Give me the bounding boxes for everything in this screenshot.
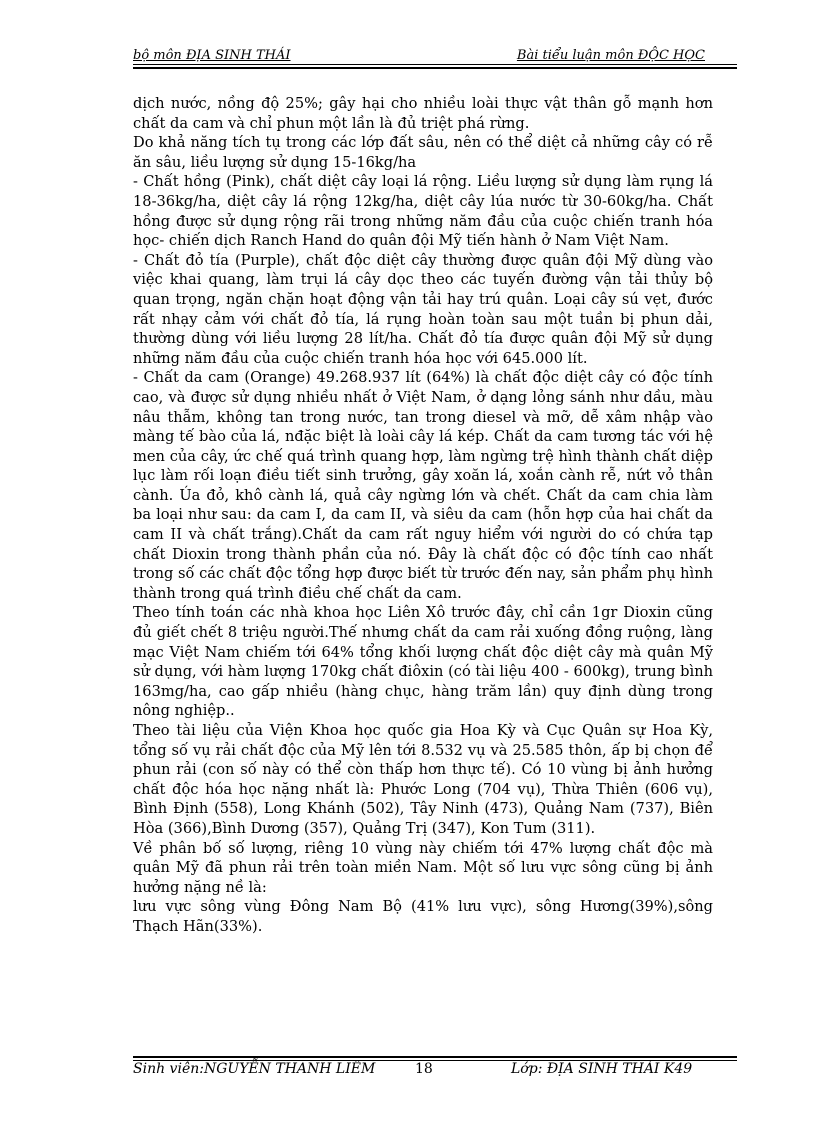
header-department: bộ môn ĐỊA SINH THÁI <box>133 48 291 63</box>
footer-rule-thick <box>133 1056 737 1058</box>
page-number: 18 <box>415 1061 433 1077</box>
page-header <box>133 44 737 66</box>
header-course-title: Bài tiểu luận môn ĐỘC HỌC <box>516 48 705 63</box>
header-rule-thick <box>133 67 737 69</box>
paragraph: Theo tài liệu của Viện Khoa học quốc gia Hoa Kỳ và Cục Quân sự Hoa Kỳ, tổng số vụ rải chất độc của Mỹ lên tới 8.532 vụ và 25.585 thôn, ấp bị chọn để phun rải (con số này có thể còn thấp hơn thực tế). Có 10 vùng bị ảnh hưởng chất độc hóa học nặng nhất là: Phước Long (704 vụ), Thừa Thiên (606 vụ), Bình Định (558), Long Khánh (502), Tây Ninh (473), Quảng Nam (737), Biên Hòa (366),Bình Dương (357), Quảng Trị (347), Kon Tum (311). <box>133 722 713 837</box>
page-footer <box>133 1061 737 1083</box>
header-rule-thin <box>133 64 737 65</box>
footer-student-name: Sinh viên:NGUYỄN THANH LIÊM <box>133 1061 376 1077</box>
document-body <box>133 94 713 937</box>
paragraph: - Chất hồng (Pink), chất diệt cây loại lá rộng. Liều lượng sử dụng làm rụng lá 18-36kg/ha, diệt cây lá rộng 12kg/ha, diệt cây lúa nước từ 30-60kg/ha. Chất hồng được sử dụng rộng rãi trong những năm đầu của cuộc chiến tranh hóa học- chiến dịch Ranch Hand do quân đội Mỹ tiến hành ở Nam Việt Nam. <box>133 173 713 250</box>
paragraph: lưu vực sông vùng Đông Nam Bộ (41% lưu vực), sông Hương(39%),sông Thạch Hãn(33%). <box>133 898 713 935</box>
paragraph: - Chất da cam (Orange) 49.268.937 lít (64%) là chất độc diệt cây có độc tính cao, và được sử dụng nhiều nhất ở Việt Nam, ở dạng lỏng sánh như dầu, màu nâu thẫm, không tan trong nước, tan trong diesel và mỡ, dễ xâm nhập vào màng tế bào của lá, nđặc biệt là loài cây lá kép. Chất da cam tương tác với hệ men của cây, ức chế quá trình quang hợp, làm ngừng trệ hình thành chất diệp lục làm rối loạn điều tiết sinh trưởng, gây xoăn lá, xoắn cành rễ, nứt vỏ thân cành. Úa đỏ, khô cành lá, quả cây ngừng lớn và chết. Chất da cam chia làm ba loại như sau: da cam I, da cam II, và siêu da cam (hỗn hợp của hai chất da cam II và chất trắng).Chất da cam rất nguy hiểm với người do có chứa tạp chất Dioxin trong thành phần của nó. Đây là chất độc có độc tính cao nhất trong số các chất độc tổng hợp được biết từ trước đến nay, sản phẩm phụ hình thành trong quá trình điều chế chất da cam. <box>133 369 713 602</box>
paragraph: Về phân bố số lượng, riêng 10 vùng này chiếm tới 47% lượng chất độc mà quân Mỹ đã phun rải trên toàn miền Nam. Một số lưu vực sông cũng bị ảnh hưởng nặng nề là: <box>133 839 713 896</box>
paragraph: - Chất đỏ tía (Purple), chất độc diệt cây thường được quân đội Mỹ dùng vào việc khai quang, làm trụi lá cây dọc theo các tuyến đường vận tải thủy bộ quan trọng, ngăn chặn hoạt động vận tải hay trú quân. Loại cây sú vẹt, đước rất nhạy cảm với chất đỏ tía, lá rụng hoàn toàn sau một tuần bị phun dải, thường dùng với liều lượng 28 lít/ha. Chất đỏ tía được quân đội Mỹ sử dụng những năm đầu của cuộc chiến tranh hóa học với 645.000 lít. <box>133 251 713 367</box>
paragraph: Theo tính toán các nhà khoa học Liên Xô trước đây, chỉ cần 1gr Dioxin cũng đủ giết chết 8 triệu người.Thế nhưng chất da cam rải xuống đồng ruộng, làng mạc Việt Nam chiếm tới 64% tổng khối lượng chất độc diệt cây mà quân Mỹ sử dụng, với hàm lượng 170kg chất điôxin (có tài liệu 400 - 600kg), trung bình 163mg/ha, cao gấp nhiều (hàng chục, hàng trăm lần) quy định dùng trong nông nghiệp.. <box>133 604 713 720</box>
footer-class: Lớp: ĐỊA SINH THÁI K49 <box>511 1061 693 1077</box>
paragraph: Do khả năng tích tụ trong các lớp đất sâu, nên có thể diệt cả những cây có rễ ăn sâu, liều lượng sử dụng 15-16kg/ha <box>133 134 713 171</box>
paragraph: dịch nước, nồng độ 25%; gây hại cho nhiều loài thực vật thân gỗ mạnh hơn chất da cam và chỉ phun một lần là đủ triệt phá rừng. <box>133 95 713 132</box>
